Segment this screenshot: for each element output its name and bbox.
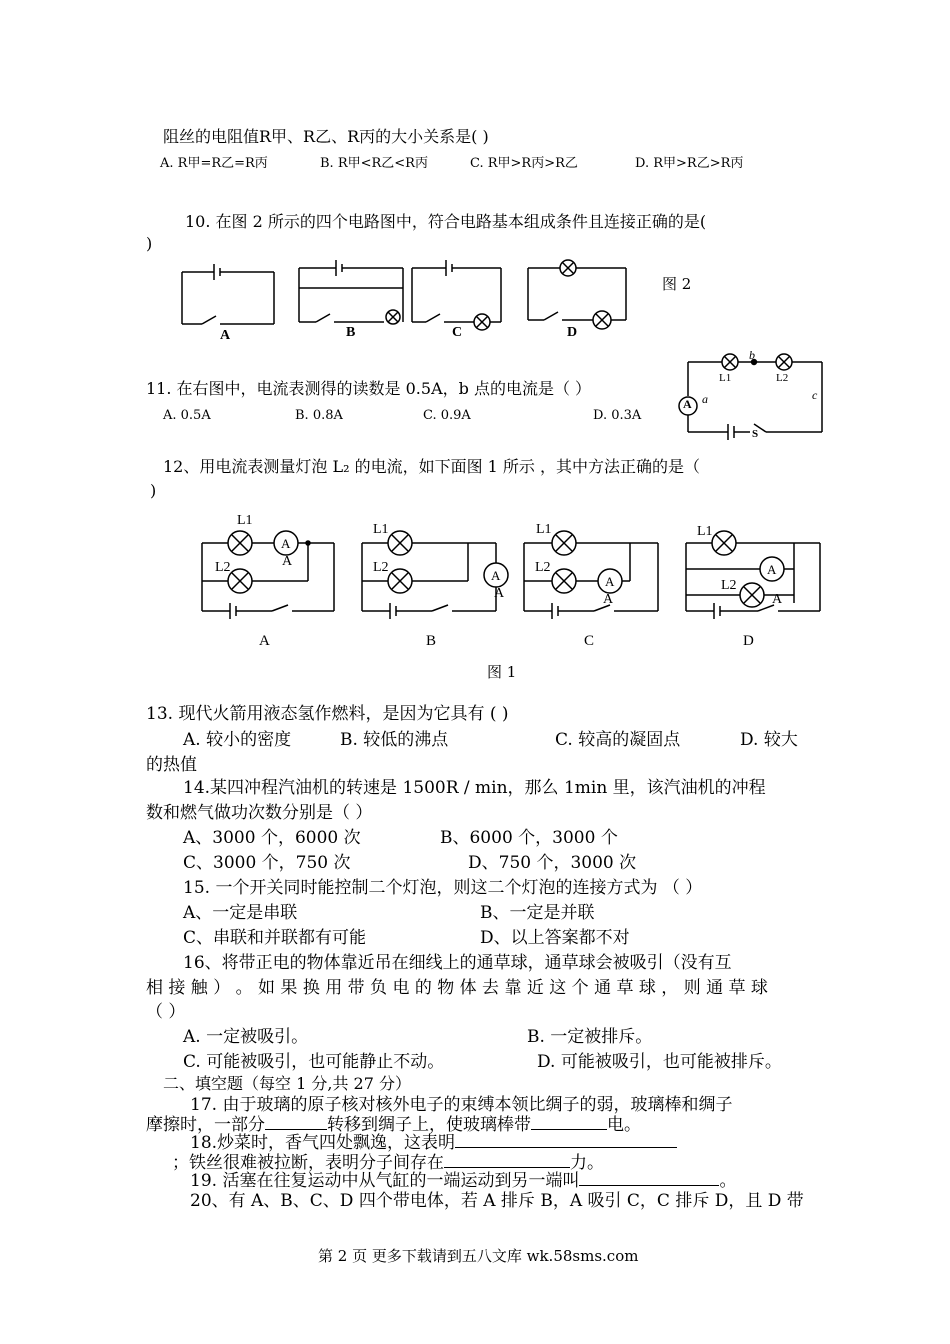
q17-blank-2[interactable] bbox=[531, 1115, 607, 1130]
q19-line bbox=[190, 1171, 736, 1191]
q9-option-b: B. R甲<R乙<R丙 bbox=[320, 156, 428, 171]
q13-option-d-cont: 的热值 bbox=[146, 755, 197, 775]
q10-label-a: A bbox=[220, 328, 231, 343]
q18-text-3: 力。 bbox=[570, 1153, 604, 1173]
q11-option-c: C. 0.9A bbox=[423, 408, 471, 423]
q18-line1 bbox=[190, 1133, 677, 1153]
q12-b-l2: L2 bbox=[373, 560, 389, 575]
q11-fig-point-a: a bbox=[702, 392, 708, 406]
q19-text-2: 。 bbox=[719, 1171, 737, 1191]
q10-stem: 10. 在图 2 所示的四个电路图中，符合电路基本组成条件且连接正确的是( bbox=[185, 212, 707, 231]
q15-option-c: C、串联和并联都有可能 bbox=[183, 928, 367, 948]
q18-text-1: 18.炒菜时，香气四处飘逸，这表明 bbox=[190, 1133, 456, 1153]
q12-d-meter-label: A bbox=[772, 592, 783, 607]
q10-label-b: B bbox=[346, 325, 356, 340]
page-footer: 第 2 页 更多下载请到五八文库 wk.58sms.com bbox=[318, 1247, 639, 1265]
q10-label-d: D bbox=[567, 325, 578, 340]
q10-circuit-diagrams bbox=[178, 258, 658, 338]
q15-option-d: D、以上答案都不对 bbox=[480, 928, 630, 948]
q11-stem: 11. 在右图中，电流表测得的读数是 0.5A，b 点的电流是（ ） bbox=[146, 379, 592, 398]
q12-fig-caption: 图 1 bbox=[487, 663, 517, 681]
q14-stem-cont: 数和燃气做功次数分别是（ ） bbox=[146, 803, 373, 823]
q18-blank-2[interactable] bbox=[444, 1153, 570, 1168]
q12-label-c: C bbox=[584, 633, 595, 649]
q16-option-b: B. 一定被排斥。 bbox=[527, 1027, 653, 1047]
q12-d-l2: L2 bbox=[721, 578, 737, 593]
q11-circuit-figure bbox=[674, 350, 824, 440]
q9-option-d: D. R甲>R乙>R丙 bbox=[635, 156, 744, 171]
section2-title: 二、填空题（每空 1 分,共 27 分） bbox=[163, 1074, 411, 1093]
svg-text:A: A bbox=[605, 574, 615, 589]
q18-blank-1[interactable] bbox=[455, 1133, 677, 1148]
svg-text:A: A bbox=[491, 568, 501, 583]
q14-option-a: A、3000 个，6000 次 bbox=[183, 828, 361, 848]
q16-stem-line3: （ ） bbox=[146, 1002, 186, 1022]
q12-stem: 12、用电流表测量灯泡 L₂ 的电流，如下面图 1 所示 ，其中方法正确的是（ bbox=[163, 457, 701, 476]
q12-b-meter-label: A bbox=[494, 586, 505, 601]
q9-option-a: A. R甲=R乙=R丙 bbox=[160, 156, 268, 171]
svg-text:A: A bbox=[281, 536, 291, 551]
q12-c-l2: L2 bbox=[535, 560, 551, 575]
q9-stem: 阻丝的电阻值R甲、R乙、R丙的大小关系是( ) bbox=[163, 127, 489, 146]
q11-fig-point-b: b bbox=[749, 348, 755, 362]
q10-circuit-b bbox=[299, 260, 403, 324]
q12-d-l1: L1 bbox=[697, 524, 713, 539]
q11-fig-ammeter: A bbox=[683, 397, 692, 411]
q12-circuit-d bbox=[686, 531, 820, 619]
q13-option-a: A. 较小的密度 bbox=[183, 730, 292, 750]
q17-text-3: 电。 bbox=[607, 1115, 641, 1135]
q18-text-2: ；铁丝很难被拉断，表明分子间存在 bbox=[172, 1153, 444, 1173]
q12-label-a: A bbox=[259, 633, 270, 649]
q16-stem: 16、将带正电的物体靠近吊在细线上的通草球，通草球会被吸引（没有互 bbox=[183, 953, 732, 973]
q16-option-c: C. 可能被吸引，也可能静止不动。 bbox=[183, 1052, 445, 1072]
q12-stem-cont: ) bbox=[150, 481, 157, 500]
q15-stem: 15. 一个开关同时能控制二个灯泡，则这二个灯泡的连接方式为 （ ） bbox=[183, 878, 703, 898]
q16-option-d: D. 可能被吸引，也可能被排斥。 bbox=[537, 1052, 782, 1072]
q15-option-b: B、一定是并联 bbox=[480, 903, 595, 923]
q19-text-1: 19. 活塞在往复运动中从气缸的一端运动到另一端叫 bbox=[190, 1171, 580, 1191]
q13-stem: 13. 现代火箭用液态氢作燃料，是因为它具有 ( ) bbox=[146, 704, 509, 724]
q17-line1: 17. 由于玻璃的原子核对核外电子的束缚本领比绸子的弱，玻璃棒和绸子 bbox=[190, 1095, 733, 1115]
q17-blank-1[interactable] bbox=[265, 1115, 327, 1130]
q12-a-l1: L1 bbox=[237, 513, 253, 528]
q14-option-b: B、6000 个，3000 个 bbox=[440, 828, 618, 848]
q11-fig-point-c: c bbox=[812, 388, 818, 402]
q11-option-d: D. 0.3A bbox=[593, 408, 642, 423]
q17-line2 bbox=[146, 1115, 641, 1135]
q13-option-c: C. 较高的凝固点 bbox=[555, 730, 681, 750]
q17-text-1: 摩擦时，一部分 bbox=[146, 1115, 265, 1135]
q11-fig-l1: L1 bbox=[719, 372, 732, 384]
q12-label-d: D bbox=[743, 633, 754, 649]
q16-stem-line2: 相 接 触 ） 。 如 果 换 用 带 负 电 的 物 体 去 靠 近 这 个 通 草 球 ， 则 通 草 球 bbox=[146, 978, 768, 998]
q14-option-d: D、750 个，3000 次 bbox=[468, 853, 637, 873]
q18-line2 bbox=[172, 1153, 604, 1173]
q15-option-a: A、一定是串联 bbox=[183, 903, 298, 923]
q9-option-c: C. R甲>R丙>R乙 bbox=[470, 156, 578, 171]
q14-option-c: C、3000 个，750 次 bbox=[183, 853, 351, 873]
q20-line: 20、有 A、B、C、D 四个带电体，若 A 排斥 B，A 吸引 C，C 排斥 D，且 D 带 bbox=[190, 1191, 804, 1211]
q11-fig-l2: L2 bbox=[776, 372, 789, 384]
q11-option-a: A. 0.5A bbox=[163, 408, 211, 423]
svg-text:A: A bbox=[767, 562, 777, 577]
q10-fig-caption: 图 2 bbox=[662, 275, 692, 293]
q19-blank[interactable] bbox=[579, 1171, 719, 1186]
q10-circuit-a bbox=[182, 264, 274, 324]
q12-a-l2: L2 bbox=[215, 560, 231, 575]
q12-a-meter-label: A bbox=[282, 554, 293, 569]
q10-circuit-d bbox=[528, 260, 626, 329]
q11-option-b: B. 0.8A bbox=[295, 408, 343, 423]
q10-circuit-c bbox=[412, 260, 501, 330]
q11-fig-switch: S bbox=[752, 428, 759, 440]
q12-label-b: B bbox=[426, 633, 437, 649]
q12-b-l1: L1 bbox=[373, 522, 389, 537]
q13-option-d: D. 较大 bbox=[740, 730, 798, 750]
q12-circuit-diagrams bbox=[198, 515, 838, 625]
q13-option-b: B. 较低的沸点 bbox=[340, 730, 449, 750]
q16-option-a: A. 一定被吸引。 bbox=[183, 1027, 309, 1047]
q17-text-2: 转移到绸子上，使玻璃棒带 bbox=[327, 1115, 531, 1135]
q14-stem: 14.某四冲程汽油机的转速是 1500R / min，那么 1min 里，该汽油机的冲程 bbox=[183, 778, 766, 798]
q12-c-l1: L1 bbox=[536, 522, 552, 537]
q10-label-c: C bbox=[452, 325, 463, 340]
q12-c-meter-label: A bbox=[603, 592, 614, 607]
q10-stem-cont: ) bbox=[146, 234, 153, 253]
